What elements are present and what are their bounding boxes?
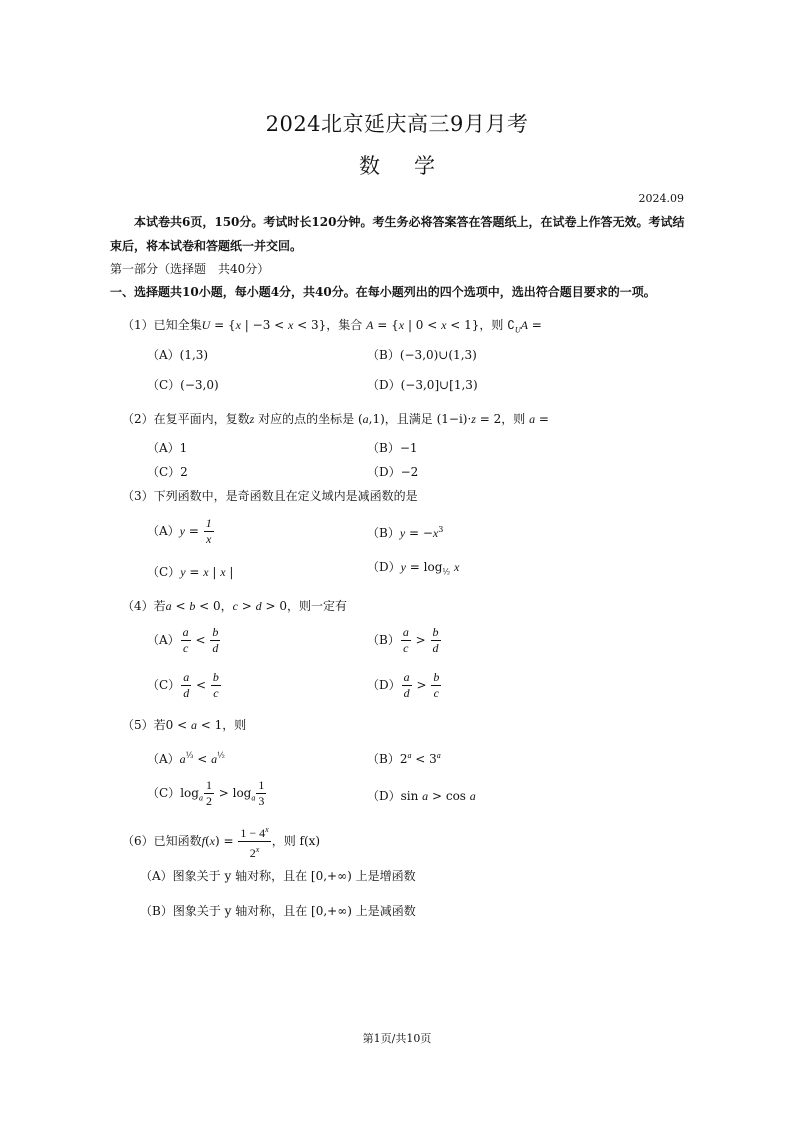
- q1-option-d: （D）(−3,0]∪[1,3): [367, 378, 478, 392]
- question-4-stem: a < b < 0，c > d > 0，则一定有: [165, 599, 347, 613]
- q4-option-b: （B） $\frac{a}{c}$ > $\frac{b}{d}$: [367, 625, 439, 655]
- q4-option-a-label: （A）: [147, 633, 180, 647]
- question-6-stem: ，则 f(x): [271, 834, 321, 848]
- question-4-prefix: （4）若: [122, 599, 166, 613]
- q3-option-b: $(B)y = -x^3$: [367, 525, 444, 540]
- q4-option-c: （C） $\frac{a}{d}$ < $\frac{b}{c}$: [147, 670, 219, 700]
- q3-option-c-label: （C）: [147, 565, 181, 579]
- question-6: [122, 822, 320, 861]
- exam-date: 2024.09: [638, 192, 684, 205]
- q4-option-b-label: （B）: [367, 633, 400, 647]
- question-2-stem: z 对应的点的坐标是 (a,1)，且满足 (1−i)·z = 2，则 a =: [249, 412, 549, 426]
- question-5-stem: 0 < a < 1，则: [165, 718, 247, 732]
- question-1-stem: U = {x | −3 < x < 3}，集合 A = {x | 0 < x < 1}，则 $∁_UA$ =: [201, 318, 542, 335]
- q5-option-c: $(C)\log_a$ $\frac{1}{2}$ > $\log_a$ $\frac{1}{3}$: [147, 778, 265, 808]
- q4-option-a: （A） $\frac{a}{c}$ < $\frac{b}{d}$: [147, 625, 219, 655]
- q6-option-b: （B）图象关于 y 轴对称，且在 [0,+∞) 上是减函数: [140, 904, 416, 918]
- q2-option-a: （A）1: [147, 441, 188, 455]
- question-5: [122, 716, 246, 733]
- exam-title: 2024北京延庆高三9月月考: [265, 112, 529, 136]
- q3-option-a-label: （A）: [147, 524, 180, 538]
- question-1: [122, 316, 542, 334]
- q6-option-a: （A）图象关于 y 轴对称，且在 [0,+∞) 上是增函数: [140, 869, 416, 883]
- question-6-prefix: （6）已知函数: [122, 834, 202, 848]
- q3-option-d-label: （D）: [367, 560, 401, 574]
- q5-option-c-label: （C）: [147, 786, 181, 800]
- q4-option-d: （D） $\frac{a}{d}$ > $\frac{b}{c}$: [367, 670, 440, 700]
- part-heading: 第一部分（选择题 共40分）: [110, 262, 270, 276]
- q5-option-b-label: （B）: [367, 752, 400, 766]
- q1-option-a: （A）(1,3): [147, 348, 209, 362]
- q3-option-b-label: （B）: [367, 526, 400, 540]
- question-2-prefix: （2）在复平面内，复数: [122, 412, 250, 426]
- q3-option-d: $(D)y = \log_{\frac{1}{2}} x$: [367, 560, 460, 577]
- q4-option-d-label: （D）: [367, 678, 401, 692]
- q5-option-b: $(B)2^a < 3^a$: [367, 751, 441, 766]
- section-heading: 一、选择题共10小题，每小题4分，共40分。在每小题列出的四个选项中，选出符合题目要求的一项。: [110, 285, 656, 299]
- q2-option-b: （B）−1: [367, 441, 418, 455]
- q5-option-d-label: （D）: [367, 789, 401, 803]
- question-2: [122, 410, 549, 427]
- question-4: [122, 597, 347, 614]
- q1-option-b: （B）(−3,0)∪(1,3): [367, 348, 477, 362]
- question-1-prefix: （1）已知全集: [122, 318, 202, 332]
- q1-option-c: （C）(−3,0): [147, 378, 219, 392]
- page-number: 第1页/共10页: [362, 1032, 432, 1045]
- q5-option-a: $(A)a^{\frac{1}{3}} < a^{\frac{1}{2}}$: [147, 751, 225, 766]
- question-5-prefix: （5）若: [122, 718, 166, 732]
- q5-option-a-label: （A）: [147, 752, 180, 766]
- question-3: （3）下列函数中，是奇函数且在定义域内是减函数的是: [122, 489, 418, 503]
- question-6-function: f(x) = $\frac{1 - 4^x}{2^x}$: [202, 834, 272, 848]
- subject-title: 数学: [359, 154, 469, 178]
- exam-instructions: 本试卷共6页，150分。考试时长120分钟。考生务必将答案答在答题纸上，在试卷上作答无效。考试结束后，将本试卷和答题纸一并交回。: [110, 215, 685, 253]
- q3-option-a: （A）y = $\frac{1}{x}$: [147, 516, 212, 546]
- q5-option-d: （D）sin a > cos a: [367, 789, 476, 803]
- q2-option-d: （D）−2: [367, 465, 419, 479]
- q3-option-c: （C）y = x | x |: [147, 565, 234, 579]
- q2-option-c: （C）2: [147, 465, 188, 479]
- q4-option-c-label: （C）: [147, 678, 181, 692]
